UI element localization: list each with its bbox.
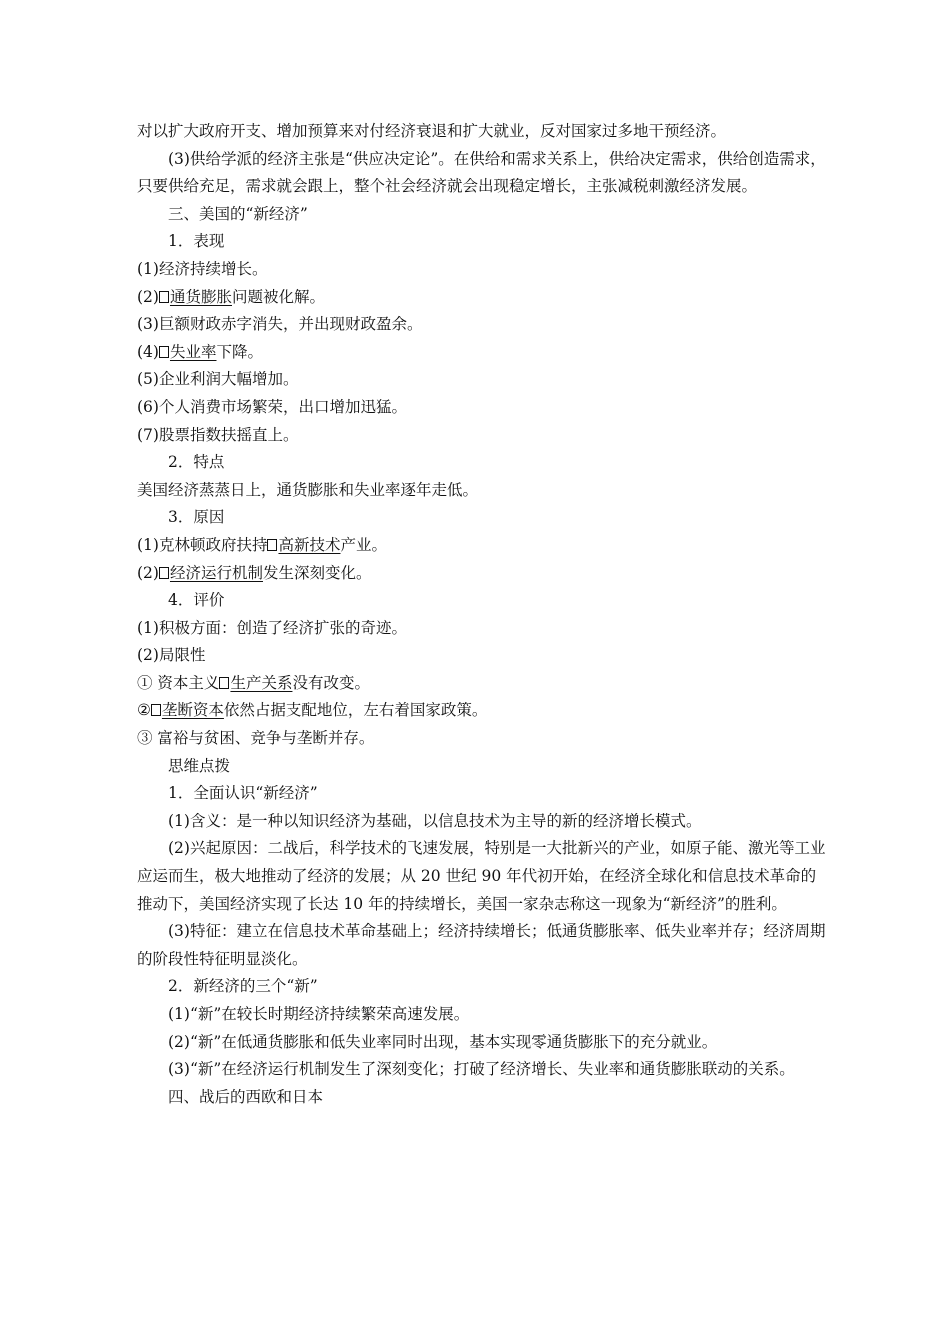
list-item: (7)股票指数扶摇直上。 [137, 425, 299, 444]
list-text: 发生深刻变化。 [262, 563, 372, 582]
list-item: (1)“新”在较长时期经济持续繁荣高速发展。 [168, 1005, 470, 1023]
list-item [137, 560, 827, 588]
fill-blank [151, 701, 224, 719]
heading-thinking-tips: 思维点拨 [168, 756, 231, 775]
list-text: 产业。 [340, 535, 387, 554]
list-text: 下降。 [216, 342, 263, 361]
blank-box-icon [151, 704, 161, 716]
blank-answer: 失业率 [169, 342, 217, 361]
paragraph-rise-reasons: (2)兴起原因：二战后，科学技术的飞速发展，特别是一大批新兴的产业，如原子能、激光等工业应运而生，极大地推动了经济的发展；从 20 世纪 90 年代初开始，在经济全球化和信息技术革命的推动下，美国经济实现了长达 10 年的持续增长，美国一家杂志称这一现象为“新经济”的胜利。 [137, 839, 826, 913]
list-item: (3)“新”在经济运行机制发生了深刻变化；打破了经济增长、失业率和通货膨胀联动的关系。 [168, 1060, 795, 1079]
list-item: (5)企业利润大幅增加。 [137, 370, 299, 389]
list-number: ② [137, 701, 151, 720]
blank-answer: 垄断资本 [161, 701, 224, 720]
paragraph-features: 美国经济蒸蒸日上，通货膨胀和失业率逐年走低。 [137, 480, 479, 499]
list-item [137, 697, 827, 725]
fill-blank [267, 536, 340, 554]
list-item: (1)积极方面：创造了经济扩张的奇迹。 [137, 618, 407, 637]
list-item [137, 670, 827, 698]
blank-box-icon [267, 539, 277, 551]
paragraph-meaning: (1)含义：是一种以知识经济为基础，以信息技术为主导的新的经济增长模式。 [168, 811, 702, 830]
subheading-manifestation: 1．表现 [168, 232, 225, 251]
blank-answer: 通货膨胀 [169, 287, 232, 306]
paragraph-characteristics: (3)特征：建立在信息技术革命基础上；经济持续增长；低通货膨胀率、低失业率并存；经济周期的阶段性特征明显淡化。 [137, 922, 826, 968]
section-heading-west-europe-japan: 四、战后的西欧和日本 [168, 1087, 324, 1106]
list-item: (1)经济持续增长。 [137, 259, 268, 278]
list-number: (4) [137, 342, 159, 361]
paragraph-continuation: 对以扩大政府开支、增加预算来对付经济衰退和扩大就业，反对国家过多地干预经济。 [137, 122, 727, 140]
blank-box-icon [159, 567, 169, 579]
list-item [137, 339, 827, 367]
list-item: ③ 富裕与贫困、竞争与垄断并存。 [137, 729, 375, 748]
list-item [137, 532, 827, 560]
list-number: (2) [137, 287, 159, 306]
list-item: (6)个人消费市场繁荣，出口增加迅猛。 [137, 397, 407, 416]
list-text: 依然占据支配地位，左右着国家政策。 [223, 701, 488, 720]
blank-box-icon [219, 677, 229, 689]
list-text: (1)克林顿政府扶持 [137, 535, 268, 554]
fill-blank [159, 564, 263, 582]
blank-answer: 生产关系 [230, 673, 293, 692]
document-body [137, 118, 827, 1111]
subheading-new-economy-understanding: 1．全面认识“新经济” [168, 784, 318, 803]
subheading-features: 2．特点 [168, 453, 225, 472]
blank-answer: 高新技术 [278, 535, 341, 554]
list-item: (3)巨额财政赤字消失，并出现财政盈余。 [137, 315, 423, 334]
section-heading-new-economy: 三、美国的“新经济” [168, 204, 308, 223]
fill-blank [219, 674, 292, 692]
list-text: ① 资本主义 [137, 673, 220, 692]
fill-blank [159, 343, 217, 361]
blank-box-icon [159, 291, 169, 303]
list-item: (2)“新”在低通货膨胀和低失业率同时出现，基本实现零通货膨胀下的充分就业。 [168, 1032, 718, 1051]
list-number: (2) [137, 563, 159, 582]
paragraph-supply-school: (3)供给学派的经济主张是“供应决定论”。在供给和需求关系上，供给决定需求，供给创造需求，只要供给充足，需求就会跟上，整个社会经济就会出现稳定增长，主张减税刺激经济发展。 [137, 149, 826, 196]
blank-box-icon [159, 346, 169, 358]
list-text: 没有改变。 [292, 673, 370, 692]
subheading-reasons: 3．原因 [168, 508, 225, 527]
list-item: (2)局限性 [137, 646, 206, 665]
fill-blank [159, 288, 232, 306]
list-text: 问题被化解。 [231, 287, 325, 306]
list-item [137, 284, 827, 312]
subheading-three-new: 2．新经济的三个“新” [168, 977, 318, 996]
blank-answer: 经济运行机制 [169, 563, 263, 582]
subheading-evaluation: 4．评价 [168, 591, 225, 610]
